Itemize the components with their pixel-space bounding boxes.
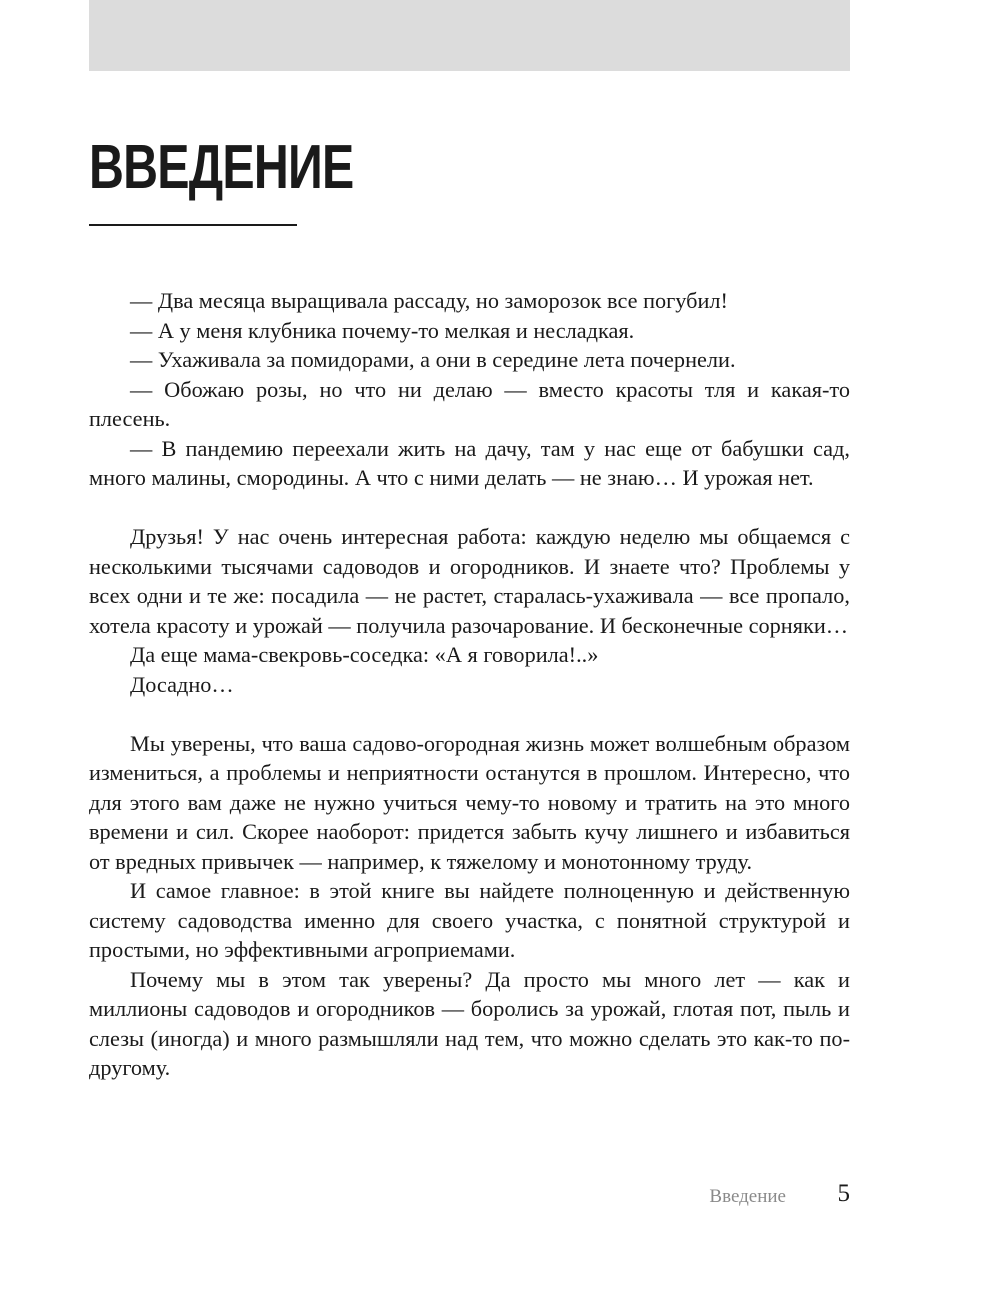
paragraph: Мы уверены, что ваша садово-огородная жизнь может волшебным образом измениться, а проблемы и неприятности останутся в прошлом. Интересно, что для этого вам даже не нужно учиться чему-то новому и тратить на это много времени и сил. Скорее наоборот: придется забыть кучу лишнего и избавиться от вредных привычек — например, к тяжелому и монотонному труду. [89,730,850,874]
paragraph: — Два месяца выращивала рассаду, но заморозок все погубил! [130,288,728,313]
paragraph: — Обожаю розы, но что ни делаю — вместо красоты тля и какая-то плесень. [89,376,850,431]
body-text [89,286,850,1083]
paragraph: — А у меня клубника почему-то мелкая и несладкая. [130,317,635,343]
running-head: Введение [709,1186,786,1207]
paragraph: — В пандемию переехали жить на дачу, там у нас еще от бабушки сад, много малины, смородины. А что с ними делать — не знаю… И урожая нет. [89,435,850,490]
paragraph: Почему мы в этом так уверены? Да просто мы много лет — как и миллионы садоводов и огородников — боролись за урожай, глотая пот, пыль и слезы (иногда) и много размышляли над тем, что можно сделать это как-то по-другому. [89,966,850,1080]
paragraph: Досадно… [130,671,234,697]
dialogue-block [89,286,850,493]
page-number: 5 [837,1180,850,1207]
confidence-block [89,729,850,1083]
chapter-title: ВВЕДЕНИЕ [89,133,354,202]
section-gap [89,699,850,729]
page-footer [89,1180,850,1216]
friends-block [89,522,850,699]
paragraph: Да еще мама-свекровь-соседка: «А я говорила!..» [130,642,599,667]
paragraph: — Ухаживала за помидорами, а они в середине лета почернели. [130,347,736,372]
header-band [89,0,850,71]
section-gap [89,493,850,523]
paragraph: Друзья! У нас очень интересная работа: каждую неделю мы общаемся с несколькими тысячами садоводов и огородников. И знаете что? Проблемы у всех одни и те же: посадила — не растет, старалась-ухаживала — все пропало, хотела красоту и урожай — получила разочарование. И бесконечные сорняки… [89,524,850,638]
title-rule [89,224,297,226]
paragraph: И самое главное: в этой книге вы найдете полноценную и действенную систему садоводства именно для своего участка, с понятной структурой и простыми, но эффективными агроприемами. [89,878,850,962]
